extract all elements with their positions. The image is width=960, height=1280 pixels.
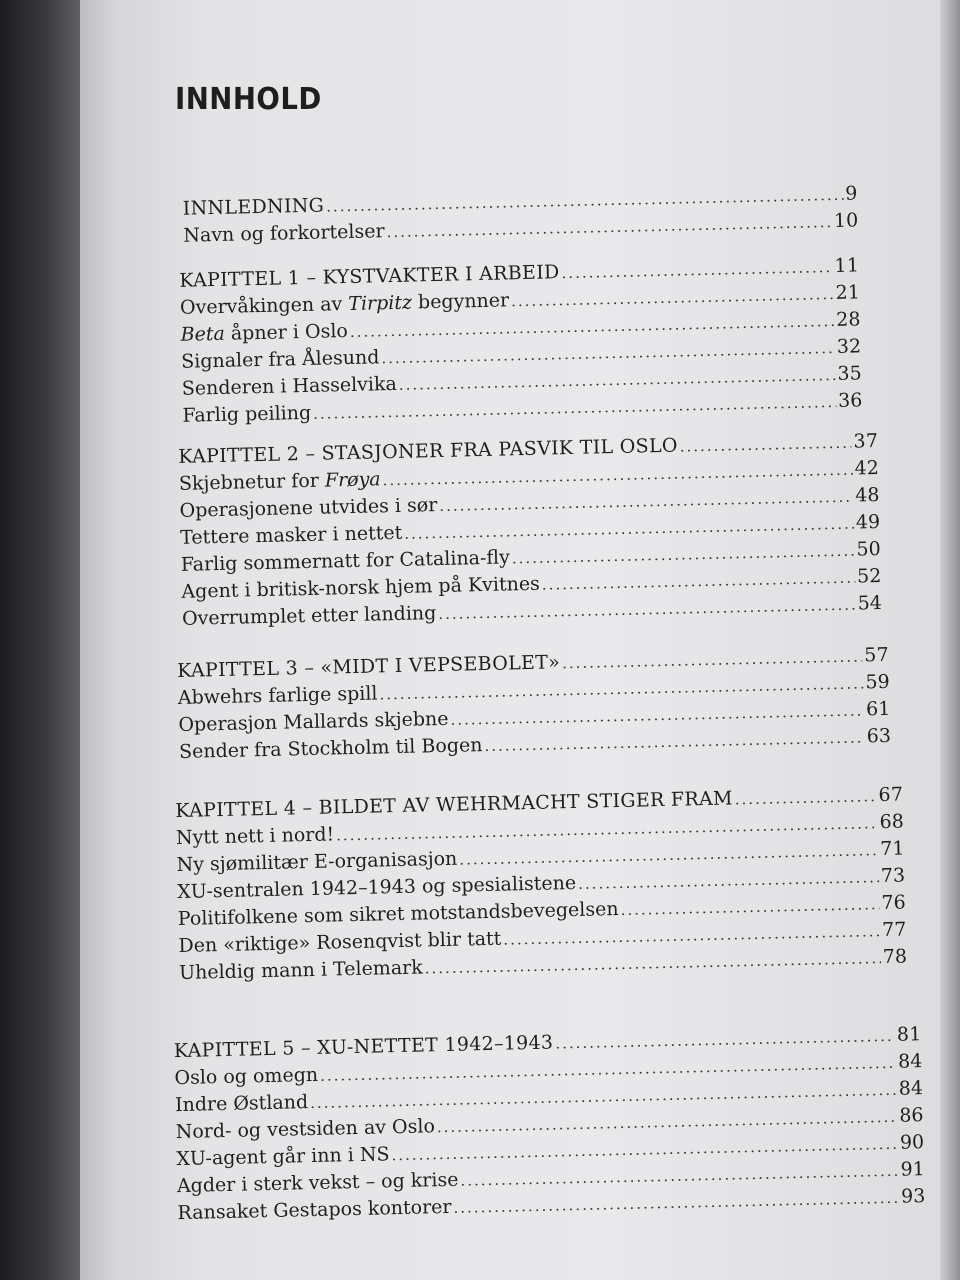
entry-title: KAPITTEL 2 – STASJONER FRA PASVIK TIL OSLO bbox=[178, 434, 678, 468]
entry-page: 84 bbox=[897, 1050, 923, 1073]
toc-section-intro bbox=[182, 180, 858, 249]
entry-page: 11 bbox=[834, 254, 860, 277]
entry-page: 84 bbox=[898, 1077, 924, 1100]
entry-page: 91 bbox=[900, 1158, 925, 1181]
entry-page: 78 bbox=[882, 945, 908, 969]
entry-title: Nytt nett i nord! bbox=[175, 823, 335, 850]
entry-title: Uheldig mann i Telemark bbox=[178, 956, 423, 984]
entry-page: 77 bbox=[881, 918, 907, 942]
entry-page: 81 bbox=[896, 1023, 922, 1046]
entry-title: Ny sjømilitær E-organisasjon bbox=[176, 847, 458, 877]
entry-title: Sender fra Stockholm til Bogen bbox=[178, 734, 483, 763]
entry-title: Nord- og vestsiden av Oslo bbox=[175, 1115, 436, 1144]
entry-page: 67 bbox=[878, 783, 904, 807]
entry-title: KAPITTEL 1 – KYSTVAKTER I ARBEID bbox=[179, 261, 560, 292]
entry-title: Navn og forkortelser bbox=[183, 220, 385, 247]
entry-page: 61 bbox=[865, 697, 891, 721]
entry-page: 68 bbox=[879, 810, 905, 834]
entry-page: 93 bbox=[900, 1185, 926, 1208]
entry-title: Beta åpner i Oslo bbox=[180, 320, 349, 346]
entry-page: 42 bbox=[854, 457, 880, 480]
entry-page: 59 bbox=[865, 670, 890, 694]
entry-title: Farlig sommernatt for Catalina-fly bbox=[180, 546, 511, 576]
entry-page: 32 bbox=[836, 335, 862, 358]
toc-section-chapter-5 bbox=[174, 1021, 926, 1227]
entry-page: 73 bbox=[880, 864, 906, 888]
entry-page: 63 bbox=[866, 724, 892, 748]
entry-page: 54 bbox=[857, 591, 883, 615]
entry-page: 76 bbox=[881, 891, 906, 915]
entry-title: Senderen i Hasselvika bbox=[181, 372, 398, 400]
entry-title: Farlig peiling bbox=[182, 401, 312, 427]
entry-page: 48 bbox=[855, 483, 880, 507]
entry-title: Agder i sterk vekst – og krise bbox=[176, 1168, 459, 1198]
page-title: INNHOLD bbox=[175, 82, 322, 117]
entry-page: 28 bbox=[836, 308, 861, 331]
entry-title: Politifolkene som sikret motstandsbevegelsen bbox=[177, 898, 619, 931]
entry-page: 21 bbox=[835, 281, 861, 304]
entry-page: 71 bbox=[880, 837, 905, 861]
entry-title: Operasjonene utvides i sør bbox=[179, 494, 438, 522]
entry-title: Skjebnetur for Frøya bbox=[178, 468, 381, 495]
entry-title: Abwehrs farlige spill bbox=[177, 682, 378, 709]
entry-title: Overrumplet etter landing bbox=[181, 602, 437, 630]
entry-page: 36 bbox=[837, 389, 863, 412]
entry-title: Overvåkingen av Tirpitz begynner bbox=[179, 289, 510, 319]
entry-title: KAPITTEL 5 – XU-NETTET 1942–1943 bbox=[173, 1031, 554, 1063]
entry-title: Tettere masker i nettet bbox=[179, 521, 403, 549]
entry-title: Ransaket Gestapos kontorer bbox=[177, 1195, 452, 1225]
entry-title: Agent i britisk-norsk hjem på Kvitnes bbox=[181, 572, 541, 603]
entry-title: INNLEDNING bbox=[182, 194, 325, 220]
book-page bbox=[80, 0, 960, 1280]
entry-page: 86 bbox=[899, 1104, 924, 1127]
entry-title: XU-agent går inn i NS bbox=[176, 1143, 390, 1171]
toc-section-chapter-2 bbox=[178, 428, 882, 633]
entry-title: Operasjon Mallards skjebne bbox=[178, 707, 449, 736]
entry-page: 35 bbox=[837, 362, 862, 385]
entry-page: 50 bbox=[856, 537, 881, 561]
entry-page: 57 bbox=[864, 643, 890, 667]
entry-title: KAPITTEL 3 – «MIDT I VEPSEBOLET» bbox=[176, 651, 561, 682]
entry-title: Indre Østland bbox=[174, 1091, 309, 1117]
entry-page: 37 bbox=[853, 430, 879, 453]
toc-section-chapter-3 bbox=[177, 642, 891, 766]
entry-title: Den «riktige» Rosenqvist blir tatt bbox=[178, 927, 502, 958]
entry-page: 49 bbox=[855, 510, 881, 534]
entry-page: 52 bbox=[856, 564, 882, 588]
entry-title: Signaler fra Ålesund bbox=[180, 346, 380, 373]
entry-title: XU-sentralen 1942–1943 og spesialistene bbox=[177, 871, 577, 904]
toc-section-chapter-4 bbox=[175, 782, 907, 987]
entry-title: KAPITTEL 4 – BILDET AV WEHRMACHT STIGER FRAM bbox=[175, 787, 734, 823]
toc-section-chapter-1 bbox=[179, 252, 863, 429]
entry-page: 9 bbox=[844, 182, 858, 205]
entry-title: Oslo og omegn bbox=[174, 1063, 319, 1090]
dot-leader bbox=[484, 724, 865, 760]
entry-page: 90 bbox=[899, 1131, 925, 1154]
entry-page: 10 bbox=[833, 209, 859, 232]
table-of-contents bbox=[80, 0, 960, 1280]
